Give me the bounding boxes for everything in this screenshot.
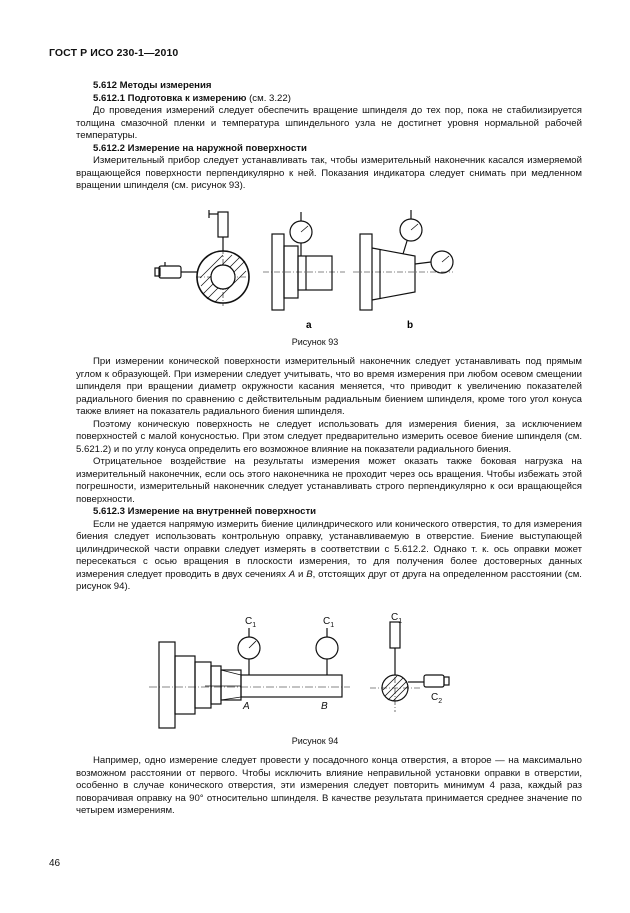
paragraph: При измерении конической поверхности измерительный наконечник следует устанавливать под прямым углом к образующей. При измерении следует учитывать, что во время измерения при любом осевом смещении шпинделя при вращении диаметр окружности касания меняется, что приводит к увеличению показателей радиального биения по сравнению с действительным радиальным биением шпинделя, кроме того угол конуса также влияет на показатель радиального биения шпинделя.: [76, 356, 582, 417]
subsection-ref: (см. 3.22): [246, 92, 291, 104]
paragraph: Отрицательное воздействие на результаты измерения может оказать также боковая нагрузка на измерительный наконечник, если ось этого наконечника не проходит через ось вращения. Чтобы избежать этой погрешности, измерительный наконечник следует устанавливать строго перпендикулярно к оси вращающейся поверхности.: [76, 456, 582, 505]
figure-93-caption: Рисунок 93: [291, 337, 339, 347]
top-dial-indicator: [209, 210, 228, 251]
paragraph-text: и: [295, 568, 307, 580]
paragraph-text: , отстоящих друг от друга на определенном расстоянии (см. рисунок 94).: [76, 568, 582, 592]
paragraph: До проведения измерений следует обеспечить вращение шпинделя до тех пор, пока не стабилизируется толщина смазочной пленки и температура шпиндельного узла не достигнет уровня нормальной рабочей температуры.: [76, 105, 582, 141]
section-label-a: A: [243, 701, 250, 712]
dial-indicator-c1-section-b: [316, 628, 338, 675]
shaft-cross-section: [196, 248, 250, 306]
figure-93: [145, 204, 475, 332]
side-indicator-c2: [408, 675, 449, 687]
dial-indicator-c1-section-a: [238, 628, 260, 675]
spindle-with-mandrel: [149, 642, 350, 728]
indicator-label-c1: $C_1$: [323, 616, 335, 629]
paragraph-text: Если не удается напрямую измерить биение цилиндрического или конического отверстия, то для измерения биения следует использовать контрольную оправку, устанавливаемую в отверстие. Биение выступающей цилиндрической части оправки следует измерять в соответствии с 5.612.2. Однако т. к. ось оправки может пересекаться с осью вращения в плоскости измерения, то для получения более достоверных данных измерения следует проводить в двух сечениях: [76, 518, 582, 580]
page-number: 46: [49, 858, 61, 869]
text-after-figure-94: [76, 755, 582, 818]
subsection-title: 5.612.2 Измерение на наружной поверхности: [93, 142, 307, 154]
section-5612: [76, 80, 582, 193]
indicator-label-c1: $C_1$: [391, 612, 403, 625]
paragraph: [76, 519, 582, 594]
figure-label-a: a: [306, 320, 312, 331]
mandrel-cross-section: [370, 622, 420, 712]
spindle-cylindrical: [263, 212, 345, 310]
document-header: ГОСТ Р ИСО 230-1—2010: [49, 47, 179, 59]
text-after-figure-93: [76, 356, 582, 594]
indicator-label-c2: $C_2$: [431, 692, 443, 705]
subsection-title: 5.612.1 Подготовка к измерению: [93, 92, 247, 104]
spindle-conical: [353, 210, 453, 310]
side-dial-indicator: [155, 262, 197, 278]
section-label-b: B: [306, 568, 313, 580]
paragraph: Поэтому коническую поверхность не следует использовать для измерения биения, за исключением поверхностей с малой конусностью. При этом следует предварительно измерить осевое биение шпинделя (см. 5.621.2) и по углу конуса определить его возможное влияние на показатели радиального биения.: [76, 418, 582, 455]
section-label-a: A: [288, 568, 296, 580]
section-title: 5.612 Методы измерения: [93, 80, 212, 91]
figure-94: [145, 612, 475, 732]
subsection-title: 5.612.3 Измерение на внутренней поверхности: [93, 506, 317, 517]
section-label-b: B: [321, 701, 328, 712]
figure-94-caption: Рисунок 94: [291, 736, 339, 746]
subsection-5612-1-heading: [76, 93, 582, 106]
figure-label-b: b: [407, 320, 414, 331]
paragraph: Например, одно измерение следует провести у посадочного конца отверстия, а второе — на максимально возможном расстоянии от первого. Чтобы исключить влияние неправильной установки оправки в отверстии, особенно в случае конического отверстия, эти измерения следует повторить минимум 4 раза, каждый раз поворачивая оправку на 90° относительно шпинделя. В качестве результата принимается среднее значение по четырем измерениям.: [76, 755, 582, 816]
indicator-label-c1: $C_1$: [245, 616, 257, 629]
paragraph: Измерительный прибор следует устанавливать так, чтобы измерительный наконечник касался измеряемой вращающейся поверхности перпендикулярно к ней. Показания индикатора следует снимать при медленном вращении шпинделя (см. рисунок 93).: [76, 155, 582, 191]
